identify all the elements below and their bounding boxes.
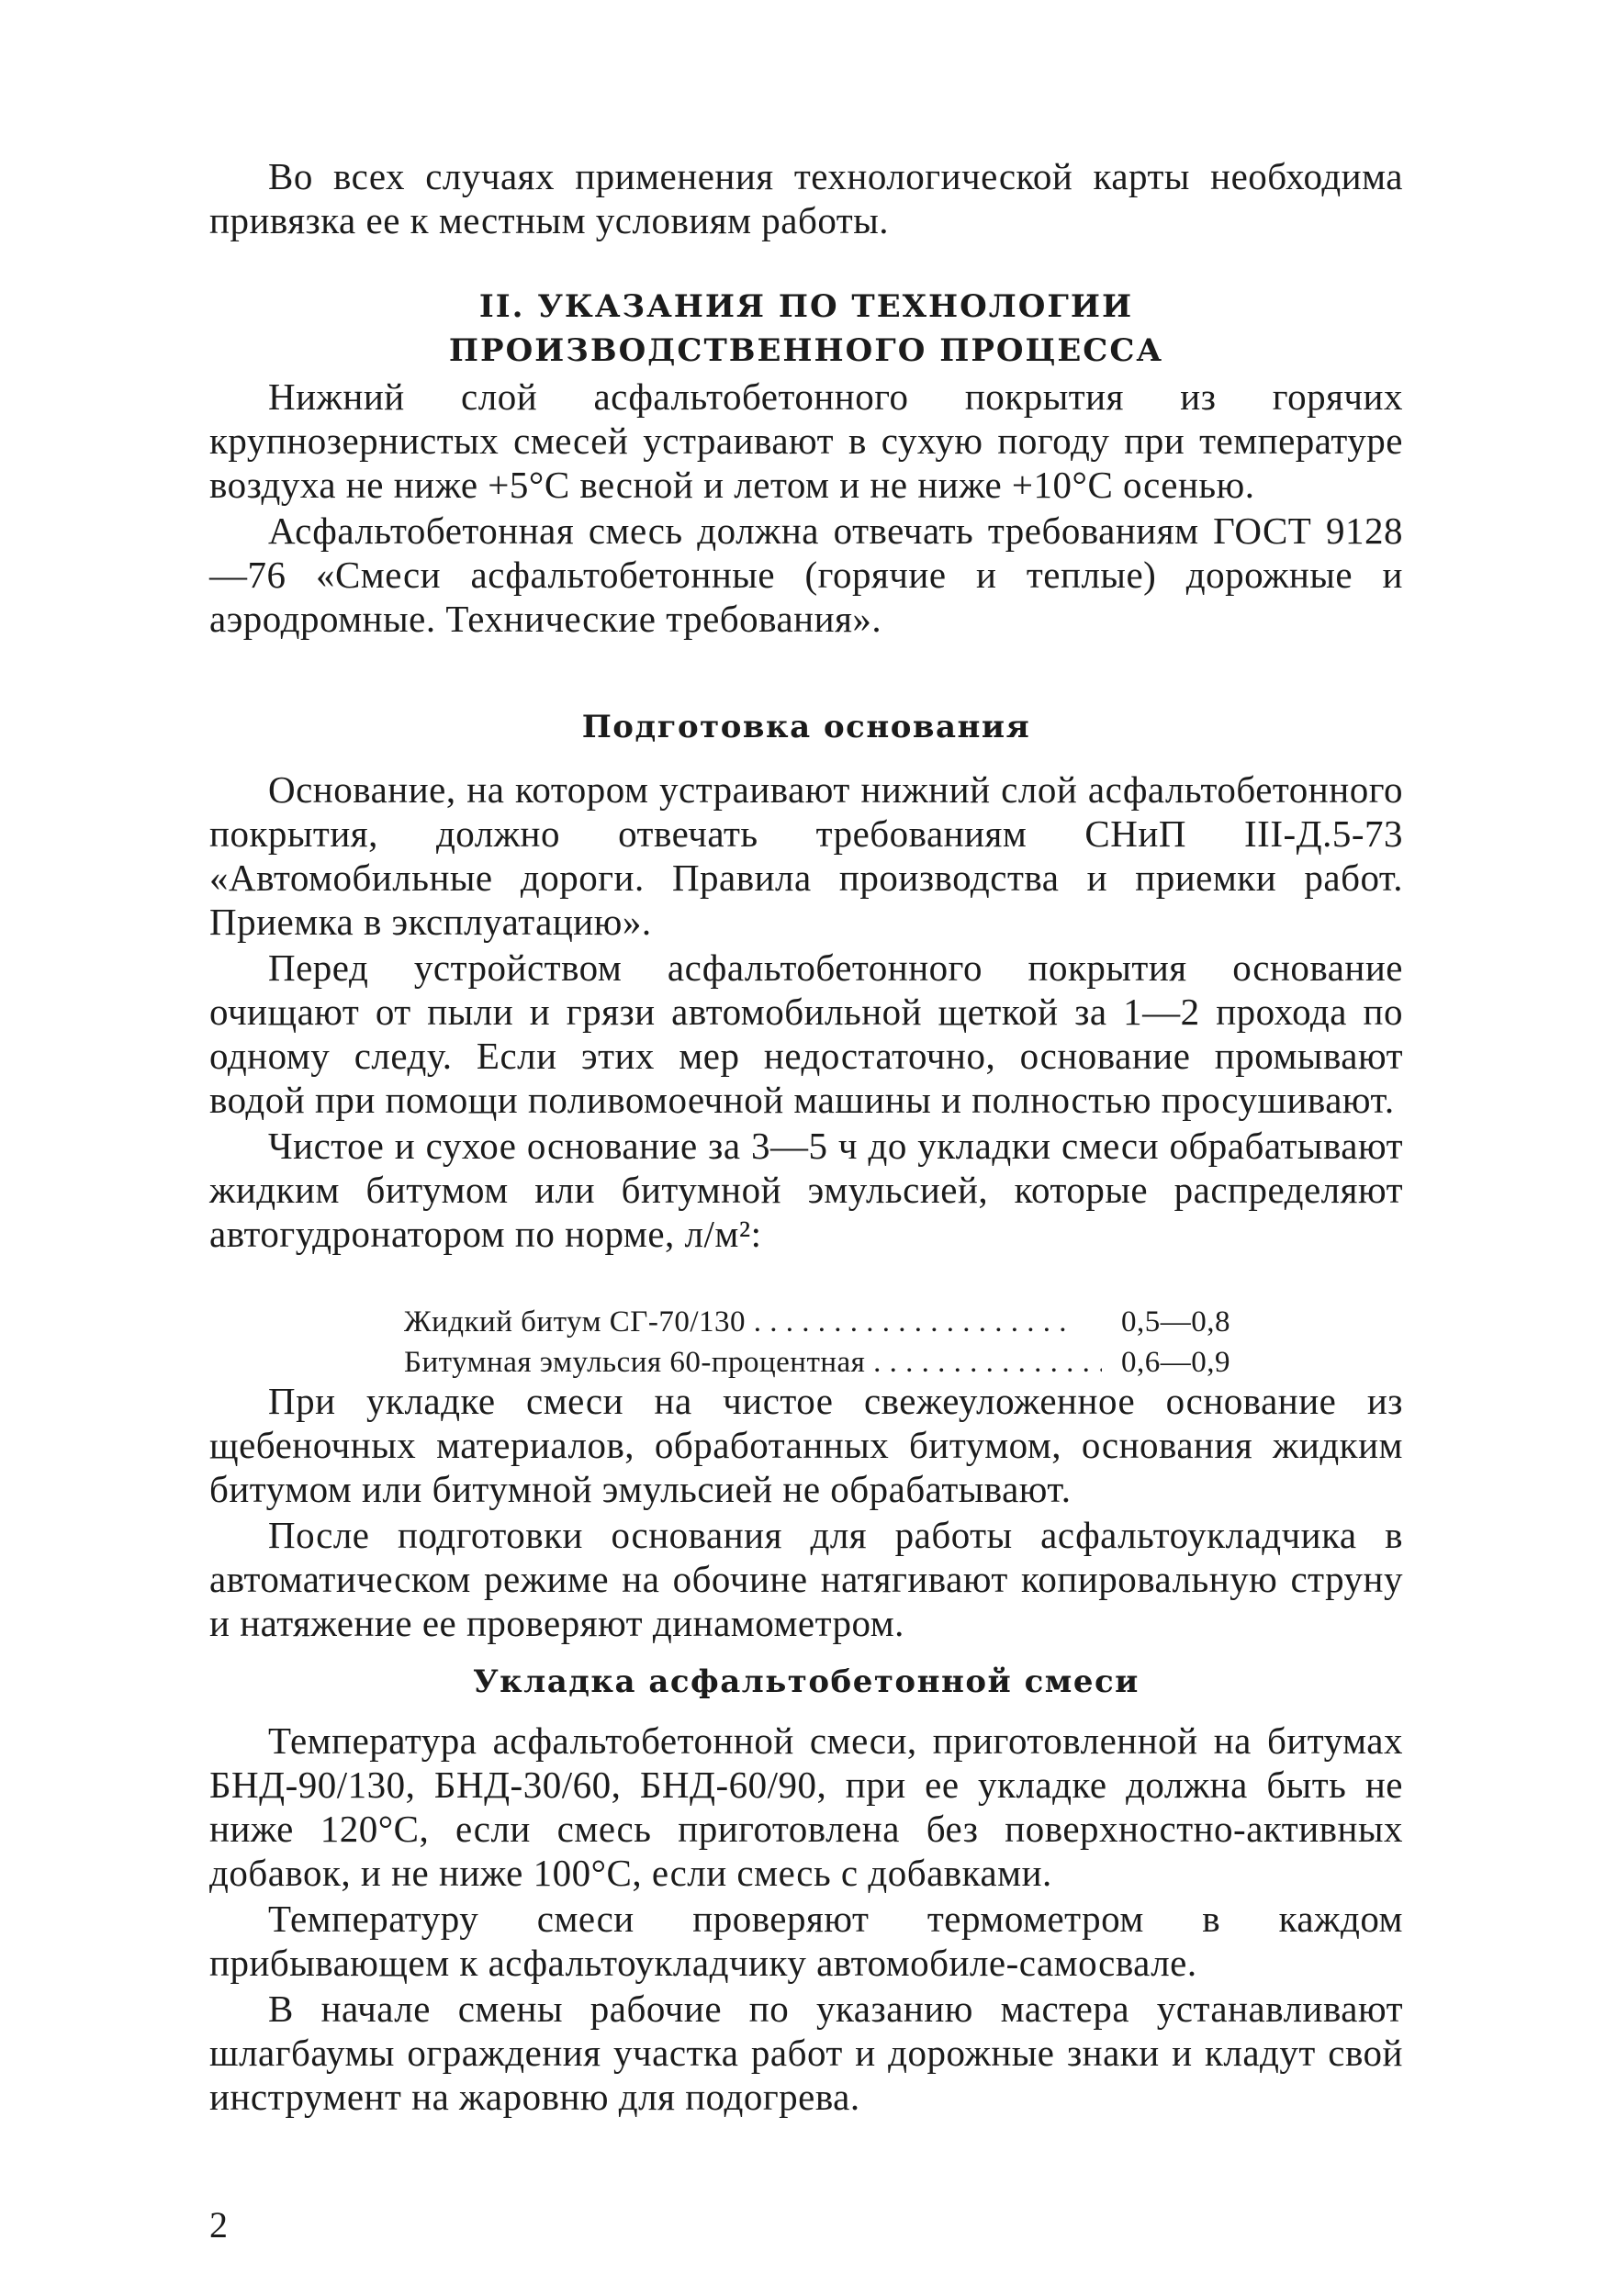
base-paragraph-3: Чистое и сухое основание за 3—5 ч до укладки смеси обрабатывают жидким битумом или битумной эмульсией, которые распределяют автогудронатором по норме, л/м²: [209, 1125, 1403, 1255]
subsection-base-title: Подготовка основания [581, 709, 1031, 745]
laying-paragraph-3: В начале смены рабочие по указанию мастера устанавливают шлагбаумы ограждения участка работ и дорожные знаки и кладут свой инструмент на жаровню для подогрева. [209, 1988, 1403, 2118]
section2-body [209, 375, 1403, 641]
norm-row [404, 1302, 1230, 1342]
norm-row [404, 1342, 1230, 1383]
subsection-base-body-2 [209, 1379, 1403, 1645]
norms-table [404, 1302, 1230, 1383]
section2-paragraph-1: Нижний слой асфальтобетонного покрытия из горячих крупнозернистых смесей устраивают в сухую погоду при температуре воздуха не ниже +5°С весной и летом и не ниже +10°С осенью. [209, 375, 1403, 506]
norm-value: 0,5—0,8 [1121, 1305, 1230, 1338]
subsection-base-heading [209, 705, 1403, 749]
base-paragraph-2: Перед устройством асфальтобетонного покрытия основание очищают от пыли и грязи автомобильной щеткой за 1—2 прохода по одному следу. Если этих мер недостаточно, основание промывают водой при помощи поливомоечной машины и полностью просушивают. [209, 946, 1403, 1121]
intro-paragraph: Во всех случаях применения технологической карты необходима привязка ее к местным условиям работы. [209, 155, 1403, 241]
page-number: 2 [209, 2204, 228, 2246]
base-paragraph-4: При укладке смеси на чистое свежеуложенное основание из щебеночных материалов, обработанных битумом, основания жидким битумом или битумной эмульсией не обрабатывают. [209, 1380, 1403, 1510]
base-paragraph-5: После подготовки основания для работы асфальтоукладчика в автоматическом режиме на обочине натягивают копировальную струну и натяжение ее проверяют динамометром. [209, 1514, 1403, 1644]
section2-paragraph-2: Асфальтобетонная смесь должна отвечать требованиям ГОСТ 9128—76 «Смеси асфальтобетонные (горячие и теплые) дорожные и аэродромные. Технические требования». [209, 510, 1403, 640]
base-paragraph-1: Основание, на котором устраивают нижний слой асфальтобетонного покрытия, должно отвечать требованиям СНиП III-Д.5-73 «Автомобильные дороги. Правила производства и приемки работ. Приемка в эксплуатацию». [209, 768, 1403, 943]
section2-heading-line2: ПРОИЗВОДСТВЕННОГО ПРОЦЕССА [448, 332, 1164, 369]
subsection-laying-body [209, 1719, 1403, 2119]
norm-name: Битумная эмульсия 60-процентная . . . [404, 1342, 1102, 1383]
norm-name: Жидкий битум СГ-70/130 . . . [404, 1302, 1102, 1342]
subsection-base-body [209, 767, 1403, 1256]
norm-value: 0,6—0,9 [1121, 1346, 1230, 1379]
subsection-laying-title: Укладка асфальтобетонной смеси [473, 1663, 1140, 1700]
section2-heading-line1: II. УКАЗАНИЯ ПО ТЕХНОЛОГИИ [478, 288, 1134, 325]
subsection-laying-heading [209, 1660, 1403, 1704]
intro-block [209, 154, 1403, 242]
section2-heading [209, 285, 1403, 373]
laying-paragraph-1: Температура асфальтобетонной смеси, приготовленной на битумах БНД-90/130, БНД-30/60, БНД-60/90, при ее укладке должна быть не ниже 120°С, если смесь приготовлена без поверхностно-активных добавок, и не ниже 100°С, если смесь с добавками. [209, 1719, 1403, 1894]
laying-paragraph-2: Температуру смеси проверяют термометром в каждом прибывающем к асфальтоукладчику автомобиле-самосвале. [209, 1898, 1403, 1984]
